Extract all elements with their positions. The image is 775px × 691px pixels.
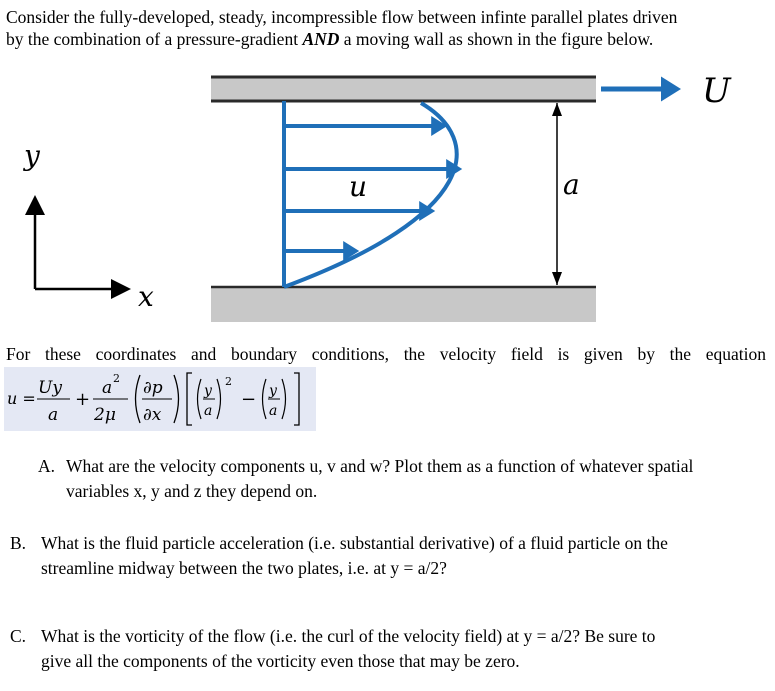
eq-paren-y-open: [198, 379, 202, 419]
gap-arrowhead-top: [552, 103, 562, 116]
velocity-equation: [4, 367, 316, 431]
flow-figure: [0, 60, 775, 332]
eq-square: 2: [225, 375, 232, 388]
eq-num-1: Uy: [38, 378, 62, 398]
eq-num-2: a: [102, 378, 113, 398]
bottom-plate: [211, 288, 596, 322]
eq-a-den-2: a: [269, 403, 278, 419]
question-a-line-2: variables x, y and z they depend on.: [66, 481, 318, 501]
eq-paren-y2-close: [282, 379, 286, 419]
eq-den-1: a: [48, 405, 59, 425]
eq-dp: ∂p: [143, 378, 163, 398]
eq-y-num-1: y: [204, 383, 212, 399]
equation-intro-text: For these coordinates and boundary conditions, the velocity field is given by the equation: [6, 344, 766, 364]
question-a-letter: A.: [38, 456, 56, 476]
eq-paren-open: [136, 375, 141, 423]
eq-num-2-exp: 2: [113, 372, 120, 385]
intro-line-2: [6, 28, 766, 50]
question-c-text: [41, 624, 769, 674]
x-axis-label: x: [138, 280, 154, 313]
intro-line-2-start: by the combination of a pressure-gradient: [6, 29, 303, 49]
eq-paren-close: [174, 375, 179, 423]
wall-velocity-label: U: [702, 71, 731, 111]
profile-label-u: u: [349, 170, 368, 203]
eq-dx: ∂x: [143, 405, 162, 425]
eq-paren-y-close: [217, 379, 221, 419]
question-b: [10, 531, 770, 583]
eq-a-den-1: a: [204, 403, 213, 419]
eq-y-num-2: y: [269, 383, 277, 399]
intro-emphasis: AND: [302, 29, 340, 49]
velocity-profile-curve: [284, 103, 457, 287]
question-a: [38, 454, 768, 506]
equation-box: [4, 367, 316, 431]
eq-bracket-open: [187, 373, 192, 425]
question-c: [10, 624, 770, 676]
intro-line-1: Consider the fully-developed, steady, incompressible flow between infinte parallel plates driven: [6, 7, 678, 27]
eq-den-2: 2μ: [94, 405, 116, 425]
eq-bracket-close: [294, 373, 299, 425]
intro-text: [6, 6, 766, 50]
question-a-line-1: What are the velocity components u, v and w? Plot them as a function of whatever spatial: [66, 456, 694, 476]
gap-arrowhead-bottom: [552, 272, 562, 285]
question-b-line-1: What is the fluid particle acceleration (i.e. substantial derivative) of a fluid particle on the: [41, 533, 668, 553]
eq-minus: −: [241, 389, 257, 410]
question-b-line-2: streamline midway between the two plates, i.e. at y = a/2?: [41, 558, 447, 578]
intro-line-2-end: a moving wall as shown in the figure below.: [339, 29, 654, 49]
eq-lhs: u =: [7, 389, 36, 408]
top-plate: [211, 78, 596, 100]
question-b-text: [41, 531, 769, 581]
question-c-letter: C.: [10, 626, 27, 646]
question-c-line-1: What is the vorticity of the flow (i.e. the curl of the velocity field) at y = a/2? Be sure to: [41, 626, 656, 646]
y-axis-label: y: [24, 139, 40, 172]
question-c-line-2: give all the components of the vorticity even those that may be zero.: [41, 651, 520, 671]
gap-label-a: a: [563, 168, 580, 201]
eq-paren-y2-open: [263, 379, 267, 419]
question-a-text: [66, 454, 766, 504]
eq-plus: +: [75, 389, 91, 410]
question-b-letter: B.: [10, 533, 27, 553]
